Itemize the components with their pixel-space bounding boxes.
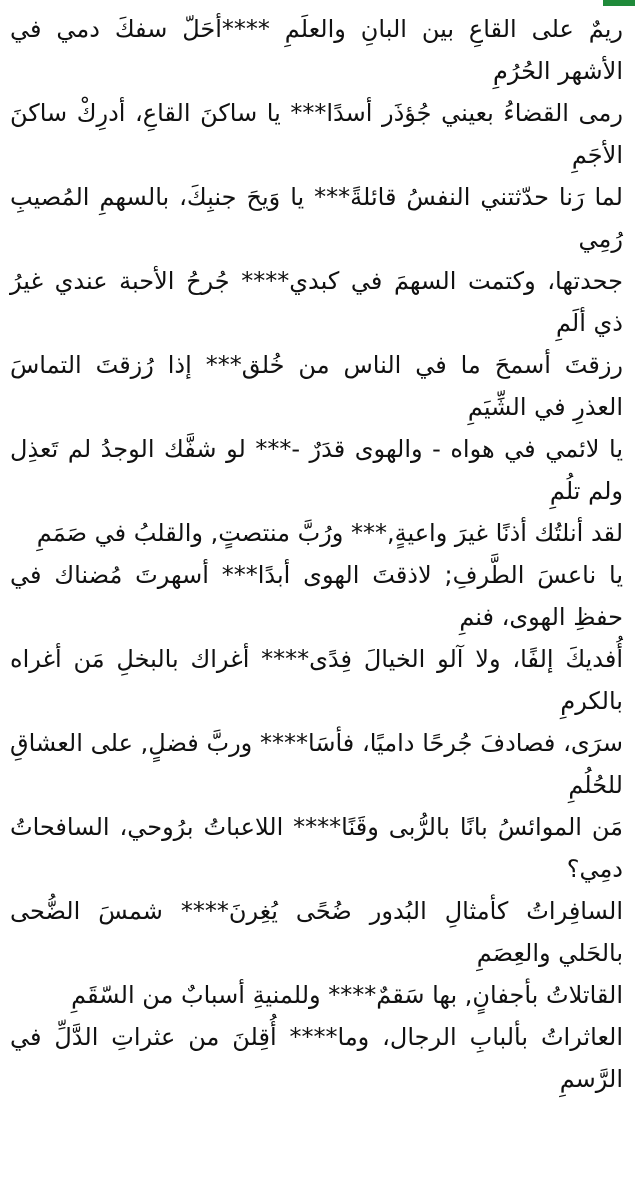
poem-verse-12: السافِراتُ كأمثالِ البُدور ضُحًى يُغِرنَ**** شمسَ الضُّحى بالحَلي والعِصَمِ	[10, 897, 623, 967]
corner-accent-bar	[603, 0, 635, 6]
poem-verse-11: مَن الموائسُ بانًا بالرُّبى وقَنًا**** اللاعباتُ برُوحي، السافحاتُ دمِي؟	[10, 813, 623, 883]
poem-verse-3: لما رَنا حدّثتني النفسُ قائلةً*** يا وَيحَ جنبِكَ، بالسهمِ المُصيبِ رُمِي	[10, 183, 623, 253]
poem-verse-1: ريمٌ على القاعِ بين البانِ والعلَمِ ****أحَلّ سفكَ دمي في الأشهر الحُرُمِ	[10, 15, 623, 85]
poem-verse-10: سرَى، فصادفَ جُرحًا داميًا، فأسَا**** وربَّ فضلٍ, على العشاقِ للحُلُمِ	[10, 729, 623, 799]
poem-verse-14: العاثراتُ بألبابِ الرجال، وما**** أُقِلنَ من عثراتِ الدَّلِّ في الرَّسمِ	[10, 1023, 623, 1093]
poem-verse-6: يا لائمي في هواه - والهوى قدَرٌ -*** لو شفَّك الوجدُ لم تَعذِل ولم تلُمِ	[10, 435, 623, 505]
poem-verse-9: أُفديكَ إلفًا، ولا آلو الخيالَ فِدًى**** أغراك بالبخلِ مَن أغراه بالكرمِ	[10, 645, 623, 715]
poem-verse-8: يا ناعسَ الطَّرفِ; لاذقتَ الهوى أبدًا*** أسهرتَ مُضناك في حفظِ الهوى، فنمِ	[10, 561, 623, 631]
poem-verse-5: رزقتَ أسمحَ ما في الناس من خُلق*** إذا رُزقتَ التماسَ العذرِ في الشِّيَمِ	[10, 351, 623, 421]
poem-verse-4: جحدتها، وكتمت السهمَ في كبدي**** جُرحُ الأحبة عندي غيرُ ذي ألَمِ	[10, 267, 623, 337]
poem-verse-13: القاتلاتُ بأجفانٍ, بها سَقمٌ**** وللمنيةِ أسبابٌ من السّقَمِ	[71, 981, 623, 1009]
poem-verse-7: لقد أنلتُك أذنًا غيرَ واعيةٍ,*** ورُبَّ منتصتٍ, والقلبُ في صَمَمِ	[36, 519, 623, 547]
poem-text	[10, 8, 623, 1100]
poem-verse-2: رمى القضاءُ بعيني جُؤذَر أسدًا*** يا ساكنَ القاعِ، أدرِكْ ساكنَ الأجَمِ	[10, 99, 623, 169]
